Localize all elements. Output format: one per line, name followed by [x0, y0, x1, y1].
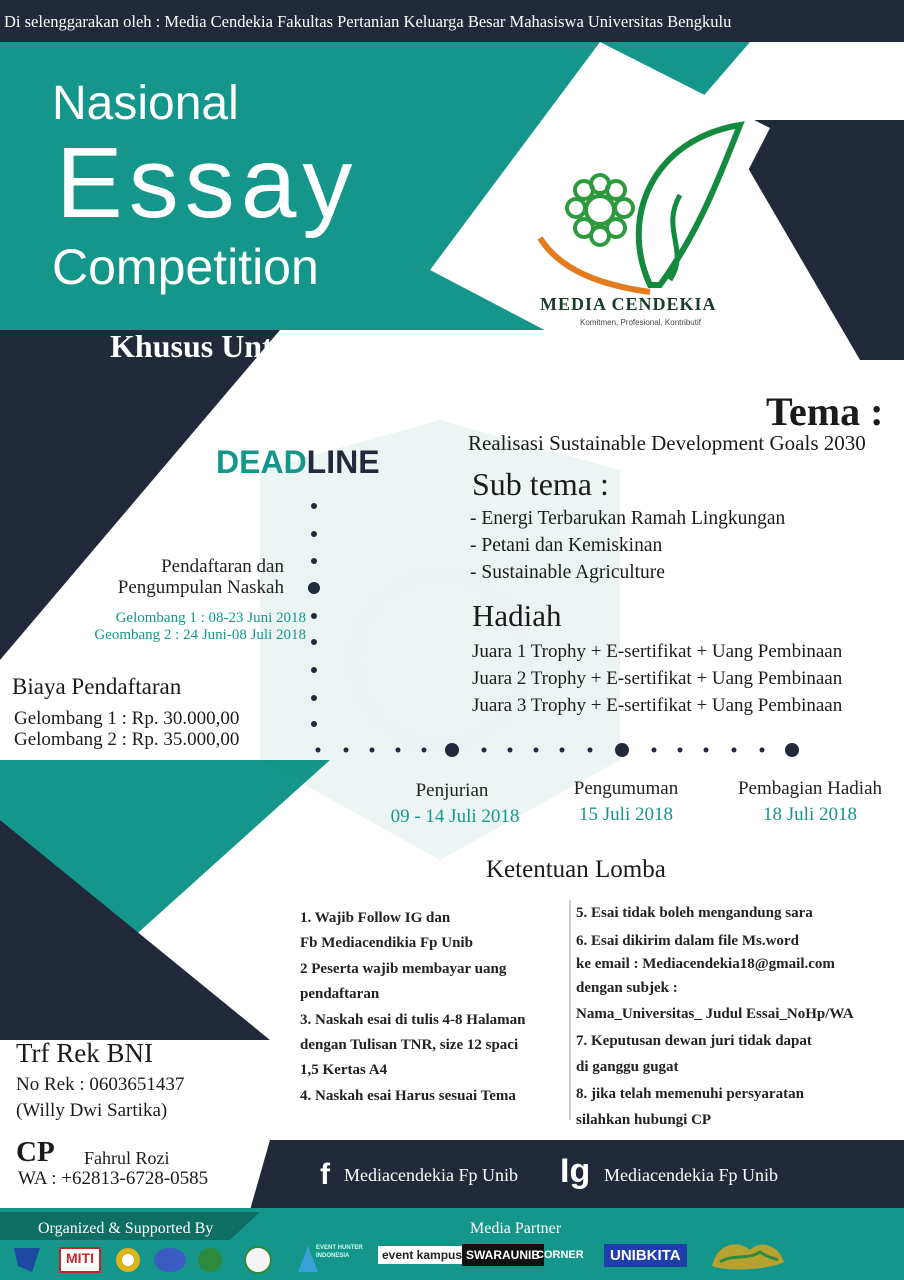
contact-label: CP: [16, 1136, 55, 1168]
title-essay: Essay: [56, 127, 359, 239]
organized-label: Organized & Supported By: [38, 1220, 214, 1237]
rule-line: 5. Esai tidak boleh mengandung sara: [576, 905, 813, 921]
wave-item: Gelombang 1 : 08-23 Juni 2018: [115, 610, 306, 626]
timeline-label-pengumuman: Pengumuman: [573, 778, 679, 799]
logo-tagline: Komitmen, Profesional, Kontributif: [580, 318, 701, 327]
media-partner-label: Media Partner: [470, 1220, 562, 1237]
miti-logo-text: MITI: [66, 1250, 94, 1266]
rule-line: dengan subjek :: [576, 979, 678, 996]
rule-line: ke email : Mediacendekia18@gmail.com: [576, 956, 835, 972]
registration-line: Pendaftaran dan: [161, 556, 284, 577]
rule-line: 4. Naskah esai Harus sesuai Tema: [300, 1087, 516, 1104]
corner-logo: CORNER: [536, 1249, 584, 1261]
rule-line: 8. jika telah memenuhi persyaratan: [576, 1085, 804, 1102]
hadiah-label: Hadiah: [472, 598, 562, 633]
timeline-label-pembagian: Pembagian Hadiah: [737, 778, 883, 799]
rule-line: 1,5 Kertas A4: [300, 1062, 388, 1079]
swaraunib-logo: SWARAUNIB: [462, 1244, 544, 1266]
subtema-item: - Sustainable Agriculture: [470, 562, 665, 583]
subtema-item: - Energi Terbarukan Ramah Lingkungan: [470, 508, 786, 529]
hadiah-item: Juara 1 Trophy + E-sertifikat + Uang Pembinaan: [472, 641, 843, 662]
timeline-date-penjurian: 09 - 14 Juli 2018: [390, 806, 520, 827]
rule-line: dengan Tulisan TNR, size 12 spaci: [300, 1037, 519, 1054]
contact-name: Fahrul Rozi: [84, 1148, 170, 1168]
account-holder: (Willy Dwi Sartika): [16, 1100, 168, 1121]
wave-item: Geombang 2 : 24 Juni-08 Juli 2018: [94, 627, 306, 643]
subtema-list: [470, 505, 785, 586]
facebook-icon: f: [320, 1158, 330, 1191]
event-kampus-logo: event kampus: [378, 1246, 466, 1264]
facebook-handle[interactable]: Mediacendekia Fp Unib: [344, 1165, 518, 1185]
registration-label: [60, 556, 284, 598]
rule-line: silahkan hubungi CP: [576, 1112, 712, 1128]
rule-line: di ganggu gugat: [576, 1059, 679, 1075]
ketentuan-label: Ketentuan Lomba: [486, 856, 666, 883]
rule-line: Nama_Universitas_ Judul Essai_NoHp/WA: [576, 1006, 854, 1022]
payment-details: [16, 1072, 184, 1124]
rule-line: 1. Wajib Follow IG dan: [300, 910, 451, 926]
instagram-handle[interactable]: Mediacendekia Fp Unib: [604, 1165, 778, 1185]
rule-line: pendaftaran: [300, 986, 380, 1003]
rule-line: 6. Esai dikirim dalam file Ms.word: [576, 932, 799, 949]
tema-text: Realisasi Sustainable Development Goals 2030: [468, 431, 866, 455]
account-number: No Rek : 0603651437: [16, 1074, 185, 1095]
deadline-heading: [216, 444, 380, 481]
rules-left: [300, 906, 525, 1109]
registration-waves: [40, 610, 306, 644]
organizer-header: Di selenggarakan oleh : Media Cendekia Fakultas Pertanian Keluarga Besar Mahasiswa Universitas Bengkulu: [4, 12, 732, 31]
biaya-list: [14, 708, 239, 750]
hadiah-item: Juara 2 Trophy + E-sertifikat + Uang Pembinaan: [472, 668, 843, 689]
biaya-label: Biaya Pendaftaran: [12, 674, 182, 699]
rule-line: 3. Naskah esai di tulis 4-8 Halaman: [300, 1011, 526, 1028]
timeline-label-penjurian: Penjurian: [415, 780, 489, 801]
registration-line: Pengumpulan Naskah: [117, 577, 284, 598]
partner-map-icon: [708, 1236, 788, 1274]
title-competition: Competition: [52, 239, 319, 295]
rules-right: [576, 902, 854, 1133]
hadiah-list: [472, 638, 842, 719]
event-hunter-logo: EVENT HUNTER INDONESIA: [316, 1245, 363, 1259]
rule-line: 7. Keputusan dewan juri tidak dapat: [576, 1032, 812, 1049]
tema-label: Tema :: [766, 389, 884, 434]
deadline-part-dead: DEAD: [216, 444, 307, 480]
contact-whatsapp: WA : +62813-6728-0585: [18, 1168, 209, 1189]
rule-line: 2 Peserta wajib membayar uang: [300, 960, 507, 977]
rule-line: Fb Mediacendikia Fp Unib: [300, 935, 473, 952]
audience-text: Khusus Untuk Mahasiswa: [110, 328, 470, 364]
subtema-label: Sub tema :: [472, 466, 609, 502]
organizer-logos: [10, 1244, 280, 1276]
unibkita-logo: UNIBKITA: [604, 1244, 687, 1267]
payment-label: Trf Rek BNI: [16, 1038, 154, 1068]
biaya-item: Gelombang 1 : Rp. 30.000,00: [14, 708, 240, 729]
biaya-item: Gelombang 2 : Rp. 35.000,00: [14, 729, 240, 750]
hadiah-item: Juara 3 Trophy + E-sertifikat + Uang Pembinaan: [472, 695, 843, 716]
subtema-item: - Petani dan Kemiskinan: [470, 535, 663, 556]
instagram-icon: Ig: [560, 1152, 591, 1190]
title-nasional: Nasional: [52, 77, 239, 130]
logo-name: MEDIA CENDEKIA: [540, 294, 717, 314]
deadline-part-line: LINE: [306, 444, 380, 480]
timeline-date-pengumuman: 15 Juli 2018: [579, 804, 673, 825]
timeline-date-pembagian: 18 Juli 2018: [763, 804, 857, 825]
